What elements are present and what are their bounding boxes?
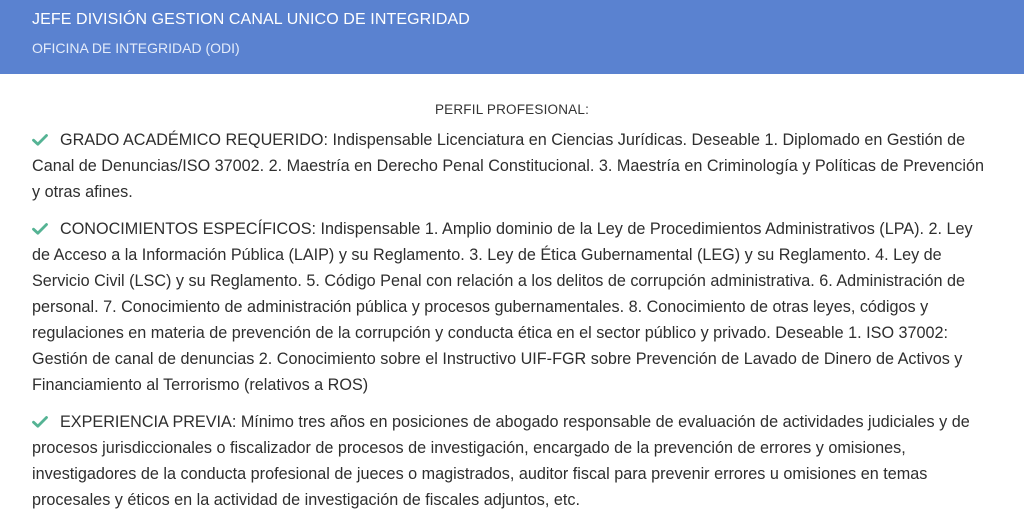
profile-content	[0, 101, 1024, 513]
check-icon	[32, 223, 48, 235]
check-icon	[32, 134, 48, 146]
page-header	[0, 0, 1024, 74]
requirement-knowledge	[32, 216, 992, 398]
requirement-experience	[32, 409, 992, 513]
requirement-academic	[32, 127, 992, 205]
job-title: JEFE DIVISIÓN GESTION CANAL UNICO DE INTEGRIDAD	[32, 11, 470, 28]
office-name: OFICINA DE INTEGRIDAD (ODI)	[32, 40, 240, 56]
check-icon	[32, 416, 48, 428]
requirement-text: GRADO ACADÉMICO REQUERIDO: Indispensable Licenciatura en Ciencias Jurídicas. Deseable 1. Diplomado en Gestión de Canal de Denuncias/ISO 37002. 2. Maestría en Derecho Penal Constitucional. 3. Maestría en Criminología y Políticas de Prevención y otras afines.	[32, 131, 984, 201]
requirement-text: CONOCIMIENTOS ESPECÍFICOS: Indispensable 1. Amplio dominio de la Ley de Procedimientos Administrativos (LPA). 2. Ley de Acceso a la Información Pública (LAIP) y su Reglamento. 3. Ley de Ética Gubernamental (LEG) y su Reglamento. 4. Ley de Servicio Civil (LSC) y su Reglamento. 5. Código Penal con relación a los delitos de corrupción administrativa. 6. Administración de personal. 7. Conocimiento de administración pública y procesos gubernamentales. 8. Conocimiento de otras leyes, códigos y regulaciones en materia de prevención de la corrupción y conducta ética en el sector público y privado. Deseable 1. ISO 37002: Gestión de canal de denuncias 2. Conocimiento sobre el Instructivo UIF-FGR sobre Prevención de Lavado de Dinero de Activos y Financiamiento al Terrorismo (relativos a ROS)	[32, 220, 973, 394]
section-title: PERFIL PROFESIONAL:	[434, 102, 590, 117]
requirement-text: EXPERIENCIA PREVIA: Mínimo tres años en posiciones de abogado responsable de evaluación de actividades judiciales y de procesos jurisdiccionales o fiscalizador de procesos de investigación, encargado de la prevención de errores y omisiones, investigadores de la conducta profesional de jueces o magistrados, auditor fiscal para prevenir errores u omisiones en temas procesales y éticos en la actividad de investigación de fiscales adjuntos, etc.	[32, 413, 970, 509]
